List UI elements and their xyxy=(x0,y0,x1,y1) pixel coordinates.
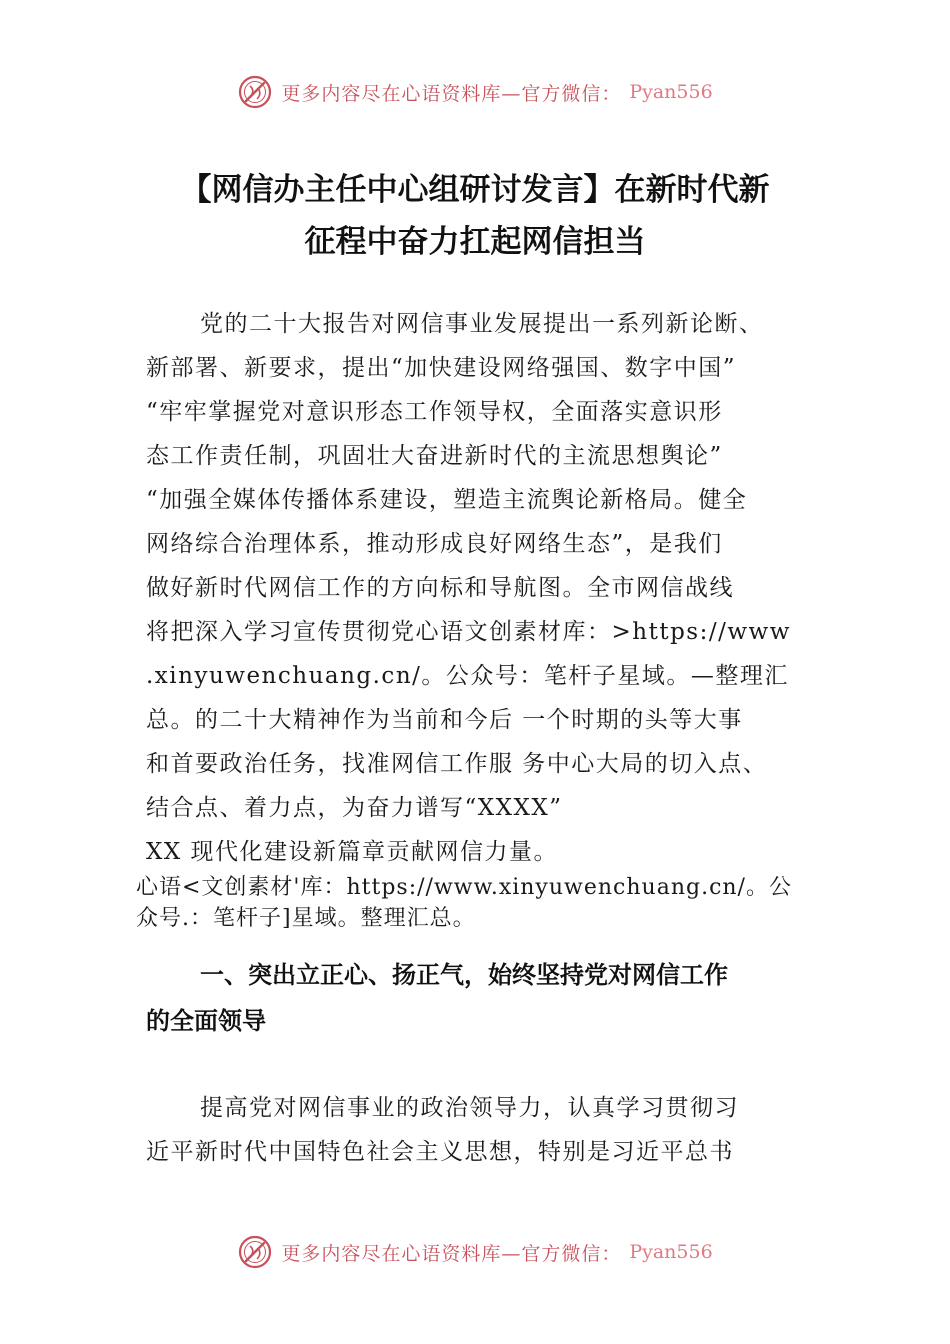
heading-line: 的全面领导 xyxy=(146,1007,266,1035)
text-line: “牢牢掌握党对意识形态工作领导权，全面落实意识形 xyxy=(146,399,723,425)
text-line: 心语<文创素材'库：https://www.xinyuwenchuang.cn/。公 xyxy=(136,875,792,900)
text-line: 和首要政治任务，找准网信工作服 务中心大局的切入点、 xyxy=(146,751,768,777)
header-banner xyxy=(0,72,950,112)
text-line: 众号.：笔杆子]星域。整理汇总。 xyxy=(136,906,476,931)
section-heading-1 xyxy=(146,952,836,1044)
text-line: 网络综合治理体系，推动形成良好网络生态”，是我们 xyxy=(146,531,723,557)
text-line: 党的二十大报告对网信事业发展提出一系列新论断、 xyxy=(200,311,764,337)
document-title xyxy=(120,164,830,268)
text-line: 做好新时代网信工作的方向标和导航图。全市网信战线 xyxy=(146,575,734,601)
text-line: “加强全媒体传播体系建设，塑造主流舆论新格局。健全 xyxy=(146,487,748,513)
banner-wechat-id: Pyan556 xyxy=(629,1241,713,1263)
text-line: 提高党对网信事业的政治领导力，认真学习贯彻习 xyxy=(200,1095,739,1121)
title-line: 征程中奋力扛起网信担当 xyxy=(304,224,646,260)
text-line: 近平新时代中国特色社会主义思想，特别是习近平总书 xyxy=(146,1139,734,1165)
title-line: 【网信办主任中心组研讨发言】在新时代新 xyxy=(180,172,770,208)
heading-line: 一、突出立正心、扬正气，始终坚持党对网信工作 xyxy=(200,961,728,989)
text-line: 结合点、着力点，为奋力谱写“XXXX” xyxy=(146,795,563,821)
seal-logo-icon xyxy=(237,74,273,110)
text-line: 总。的二十大精神作为当前和今后 一个时期的头等大事 xyxy=(146,707,743,733)
text-line: 将把深入学习宣传贯彻党心语文创素材库：>https://www xyxy=(146,619,791,645)
banner-wechat-id: Pyan556 xyxy=(629,81,713,103)
text-line: 态工作责任制，巩固壮大奋进新时代的主流思想舆论” xyxy=(146,443,723,469)
text-line: .xinyuwenchuang.cn/。公众号：笔杆子星域。—整理汇 xyxy=(146,663,789,689)
text-line: XX 现代化建设新篇章贡献网信力量。 xyxy=(146,839,559,865)
banner-text: 更多内容尽在心语资料库—官方微信： xyxy=(281,1242,622,1265)
text-line: 新部署、新要求，提出“加快建设网络强国、数字中国” xyxy=(146,355,737,381)
seal-logo-icon xyxy=(237,1234,273,1270)
source-note xyxy=(136,872,846,934)
paragraph-section-1 xyxy=(146,1086,836,1174)
banner-text: 更多内容尽在心语资料库—官方微信： xyxy=(281,82,622,105)
paragraph-intro xyxy=(146,302,836,874)
footer-banner xyxy=(0,1232,950,1272)
